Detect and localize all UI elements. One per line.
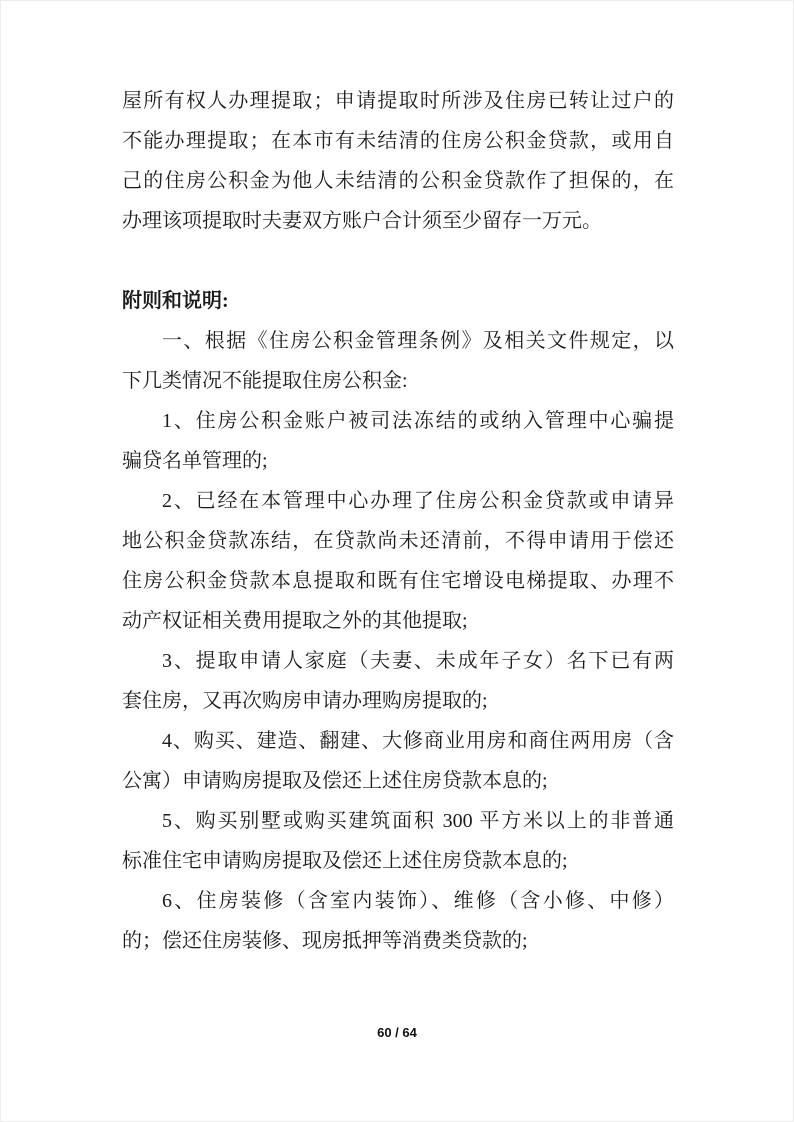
text-line: 的；偿还住房装修、现房抵押等消费类贷款的; — [122, 930, 528, 952]
text-line: 住房公积金贷款本息提取和既有住宅增设电梯提取、办理不 — [122, 570, 674, 592]
text-line: 骗贷名单管理的; — [122, 450, 268, 472]
text-line: 2、已经在本管理中心办理了住房公积金贷款或申请异 — [162, 490, 674, 512]
text-line: 己的住房公积金为他人未结清的公积金贷款作了担保的，在 — [122, 170, 674, 192]
text-line: 一、根据《住房公积金管理条例》及相关文件规定，以 — [162, 330, 674, 352]
text-line: 地公积金贷款冻结，在贷款尚未还清前，不得申请用于偿还 — [122, 530, 674, 552]
text-line: 下几类情况不能提取住房公积金: — [122, 370, 408, 392]
paragraph — [122, 721, 674, 801]
text-line: 附则和说明: — [122, 290, 229, 312]
text-line: 公寓）申请购房提取及偿还上述住房贷款本息的; — [122, 770, 548, 792]
paragraph — [122, 801, 674, 881]
paragraph — [122, 641, 674, 721]
document-body — [122, 81, 674, 961]
text-line: 4、购买、建造、翻建、大修商业用房和商住两用房（含 — [162, 730, 674, 752]
paragraph — [122, 881, 674, 961]
text-line: 3、提取申请人家庭（夫妻、未成年子女）名下已有两 — [162, 650, 674, 672]
text-line: 6、住房装修（含室内装饰）、维修（含小修、中修） — [162, 890, 674, 912]
paragraph — [122, 401, 674, 481]
text-line: 1、住房公积金账户被司法冻结的或纳入管理中心骗提 — [162, 410, 674, 432]
text-line: 5、购买别墅或购买建筑面积 300 平方米以上的非普通 — [162, 810, 674, 832]
text-line: 套住房，又再次购房申请办理购房提取的; — [122, 690, 488, 712]
text-line: 办理该项提取时夫妻双方账户合计须至少留存一万元。 — [122, 210, 602, 232]
paragraph — [122, 321, 674, 401]
page-number: 60 / 64 — [377, 1025, 417, 1040]
paragraph — [122, 81, 674, 241]
text-line: 动产权证相关费用提取之外的其他提取; — [122, 610, 468, 632]
text-line: 屋所有权人办理提取；申请提取时所涉及住房已转让过户的 — [122, 90, 674, 112]
section-heading — [122, 281, 674, 321]
text-line: 标准住宅申请购房提取及偿还上述住房贷款本息的; — [122, 850, 568, 872]
text-line: 不能办理提取；在本市有未结清的住房公积金贷款，或用自 — [122, 130, 674, 152]
paragraph — [122, 481, 674, 641]
